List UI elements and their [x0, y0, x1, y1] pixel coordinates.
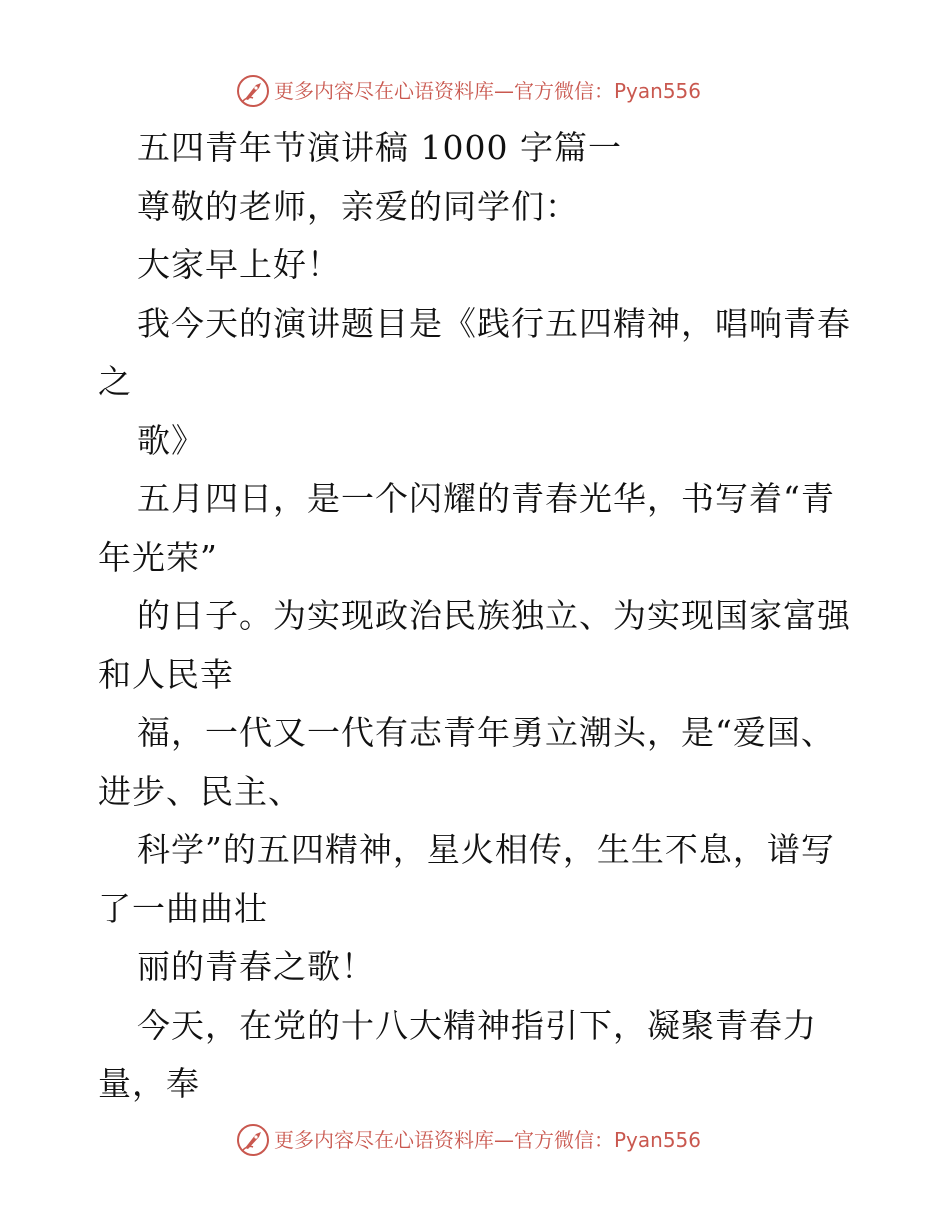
paragraph-line: 我今天的演讲题目是《践行五四精神，唱响青春: [137, 304, 851, 343]
pen-nib-logo-icon: [236, 1123, 270, 1157]
paragraph-line: 五月四日，是一个闪耀的青春光华，书写着“青: [137, 479, 835, 518]
paragraph-line: 和人民幸: [98, 655, 234, 694]
paragraph-line: 歌》: [137, 421, 205, 460]
paragraph-line: 进步、民主、: [98, 772, 302, 811]
paragraph-line: 福，一代又一代有志青年勇立潮头，是“爱国、: [137, 713, 835, 752]
salutation: 尊敬的老师，亲爱的同学们：: [137, 187, 579, 226]
footer-watermark: [236, 1122, 736, 1158]
watermark-text: 更多内容尽在心语资料库—官方微信：Pyan556: [274, 1128, 702, 1152]
header-watermark: [236, 73, 736, 109]
paragraph-line: 丽的青春之歌！: [137, 947, 375, 986]
paragraph-line: 年光荣”: [98, 538, 218, 577]
paragraph-line: 科学”的五四精神，星火相传，生生不息，谱写: [137, 830, 835, 869]
paragraph-line: 今天，在党的十八大精神指引下，凝聚青春力: [137, 1006, 817, 1045]
watermark-text: 更多内容尽在心语资料库—官方微信：Pyan556: [274, 79, 702, 103]
paragraph-line: 的日子。为实现政治民族独立、为实现国家富强: [137, 596, 851, 635]
paragraph-line: 量，奉: [98, 1064, 200, 1103]
paragraph-line: 了一曲曲壮: [98, 889, 268, 928]
greeting: 大家早上好！: [137, 245, 341, 284]
paragraph-line: 之: [98, 362, 132, 401]
document-title: 五四青年节演讲稿 1000 字篇一: [137, 128, 622, 167]
pen-nib-logo-icon: [236, 74, 270, 108]
